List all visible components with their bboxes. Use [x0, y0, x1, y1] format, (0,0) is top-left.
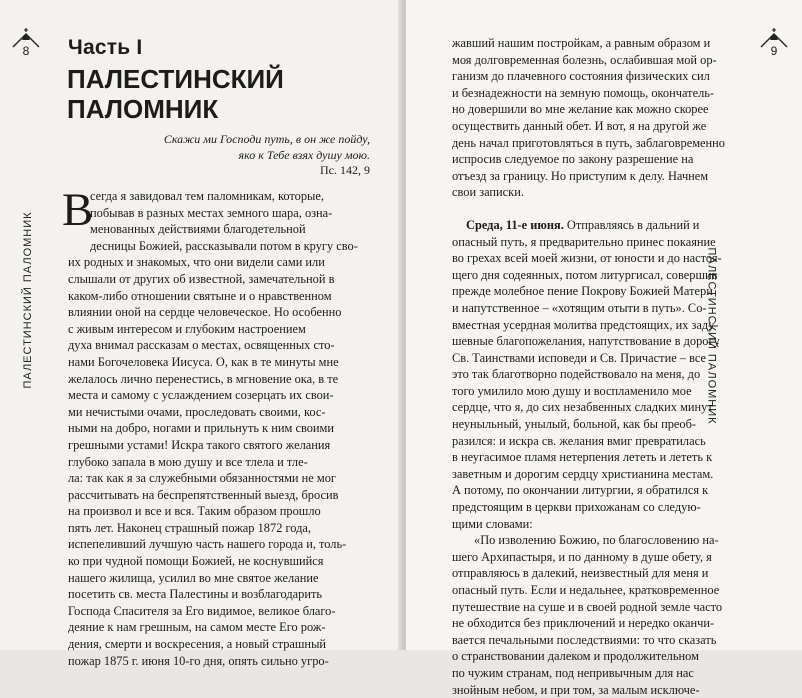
text-line: духа внимал рассказам о местах, освященных сто-: [68, 338, 335, 353]
text-line: знойным небом, и при том, за малым исключе-: [452, 682, 700, 697]
text-line: это так благотворно подействовало на меня, до: [452, 367, 701, 382]
text-line: опасный путь, я предварительно принес покаяние: [452, 234, 716, 249]
text-line: дения, смерти и воскресения, а новый страшный: [68, 637, 327, 652]
chapter-title-line: ПАЛОМНИК: [67, 94, 219, 124]
drop-cap: В: [62, 184, 94, 236]
text-line: отъезд за границу. Но приступим к делу. Начнем: [452, 168, 709, 183]
text-line: «По изволению Божию, по благословению на-: [474, 533, 719, 548]
text-line: заветным и дорогим сердцу христианина местам.: [452, 466, 714, 481]
page-number-left: 8: [6, 28, 46, 58]
text-line: посетить св. места Палестины и возблагодарить: [68, 587, 323, 602]
text-line: пять лет. Наконец страшный пожар 1872 года,: [68, 520, 311, 535]
epigraph-line: яко к Тебе взях душу мою.: [238, 147, 370, 162]
paragraph-gap: [452, 201, 742, 217]
text-line: день начал приготовляться в путь, заблаговременно: [452, 135, 725, 150]
part-heading: Часть I: [68, 36, 143, 59]
text-line: моя долговременная болезнь, ослабившая мой ор-: [452, 52, 717, 67]
text-line: слышали от других об известной, замечательной в: [68, 271, 335, 286]
text-line: щего дня содеянных, потом литургисал, совершив: [452, 267, 718, 282]
text-line: опасный путь. Если и недальнее, кратковременное: [452, 583, 720, 597]
text-line: но довершили во мне желание как можно скорее: [452, 102, 709, 117]
chapter-title: [67, 64, 387, 124]
running-title-left: ПАЛЕСТИНСКИЙ ПАЛОМНИК: [22, 211, 34, 389]
text-line: грешными устами! Искра такого святого желания: [68, 437, 331, 452]
text-line: Св. Таинствами исповеди и Св. Причастие – все: [452, 350, 707, 365]
text-line: по чужим странам, под непривычным для нас: [452, 665, 694, 680]
text-line: сегда я завидовал тем паломникам, которые,: [90, 189, 324, 203]
text-line: желалось лично перенестись, в мгновение ока, в те: [68, 371, 339, 386]
text-line: испросив следуемое по закону разрешение на: [452, 152, 694, 167]
left-page: [0, 0, 404, 668]
text-line: свои записки.: [452, 185, 524, 200]
text-line: во грехах всей моей жизни, от юности и до настоя-: [452, 251, 722, 266]
text-line: шего Архипастыря, и по данному в душе обету, я: [452, 549, 712, 564]
running-title-right: ПАЛЕСТИНСКИЙ ПАЛОМНИК: [705, 247, 718, 425]
text-line: побывав в разных местах земного шара, озна-: [90, 205, 333, 220]
text-line: деяние к нам грешным, на самом месте Его рож-: [68, 620, 326, 635]
text-line: ганизм до плачевного состояния физических сил: [452, 69, 710, 84]
text-line: десницы Божией, рассказывали потом в кругу сво-: [90, 238, 358, 253]
text-line: шевные благопожелания, напутствование в дорогу: [452, 334, 720, 349]
text-line: пожар 1875 г. июня 10-го дня, опять сильно угро-: [68, 653, 329, 668]
text-line: глубоко запала в мою душу и все тлела и тле-: [68, 454, 308, 469]
body-text-right: [452, 35, 742, 698]
text-line: щими словами:: [452, 516, 533, 531]
text-line: предстоящим в церкви прихожанам со следую-: [452, 500, 701, 515]
entry-first-text: Отправляясь в дальний и: [563, 217, 700, 232]
text-line: каком-либо отношении святыне и о нравственном: [68, 288, 332, 303]
chapter-title-line: ПАЛЕСТИНСКИЙ: [67, 64, 284, 94]
text-line: на произвол и все и вся. Таким образом прошло: [68, 504, 321, 519]
text-line: жавший нашим постройкам, а равным образом и: [452, 36, 711, 50]
text-line: и напутственное – «хотящим отыти в путь». Со-: [452, 300, 707, 315]
text-line: и безнадежности на земную помощь, окончатель-: [452, 85, 715, 100]
text-line: вается печальными последствиями: то что сказать: [452, 632, 717, 647]
text-line: менованных действиями благодетельной: [90, 222, 306, 237]
epigraph-source: Пс. 142, 9: [320, 163, 370, 177]
epigraph: [110, 132, 370, 179]
text-line: ко при чудной помощи Божией, не коснувшийся: [68, 554, 324, 569]
text-line: рассчитывать на беспрепятственный выезд, бросив: [68, 487, 339, 502]
text-line: влиянии оной на сердце человеческое. Но особенно: [68, 305, 342, 320]
text-line: ла: так как я за служебными обязанностями не мог: [68, 471, 337, 486]
text-line: с живым интересом и глубоким настроением: [68, 321, 306, 336]
entry-date-heading: Среда, 11-е июня.: [466, 217, 564, 232]
text-line: нами Богочеловека Иисуса. О, как в те минуты мне: [68, 354, 339, 369]
text-line: о странствовании далеком и продолжительном: [452, 649, 699, 664]
body-text-left: [68, 188, 368, 669]
text-line: нашего жилища, усилил во мне святое желание: [68, 570, 319, 585]
text-line: прежде молебное пение Покрову Божией Матери: [452, 284, 713, 299]
text-line: не обходится без приключений и нередко оканчи-: [452, 616, 715, 631]
text-line: ми нечистыми очами, проследовать своими, кос-: [68, 404, 326, 419]
entry-first-line: [452, 217, 742, 234]
epigraph-line: Скажи ми Господи путь, в он же пойду,: [163, 132, 370, 146]
text-line: отправляюсь в далекий, неизвестный для меня и: [452, 566, 709, 581]
text-line: вместная усердная молитва предстоящих, их заду-: [452, 317, 719, 332]
text-line: места и самому с услаждением созерцать их свои-: [68, 388, 334, 403]
text-line: Господа Спасителя за Его видимое, великое благо-: [68, 603, 336, 618]
text-line: разился: и искра св. желания вмиг превратилась: [452, 433, 706, 448]
text-line: путешествие на суше и в своей родной земле часто: [452, 599, 723, 614]
text-line: неуныльный, унылый, больной, как бы преоб-: [452, 417, 697, 432]
text-line: ными на добро, ногами и прильнуть к ним своими: [68, 421, 335, 436]
page-number-right: 9: [754, 28, 794, 58]
text-line: испепеливший лучшую часть нашего города и, толь-: [68, 537, 347, 552]
text-line: того умилило мою душу и воспламенило мое: [452, 383, 692, 398]
text-line: в неугасимое пламя нетерпения лететь и лететь к: [452, 450, 713, 465]
text-line: сердце, что я, до сих незабвенных сладких минут: [452, 400, 713, 415]
text-line: А потому, по окончании литургии, я обратился к: [452, 483, 709, 498]
text-line: осуществить данный обет. И вот, я на другой же: [452, 118, 707, 133]
text-line: их родных и знакомых, что они видели сами или: [68, 255, 325, 270]
